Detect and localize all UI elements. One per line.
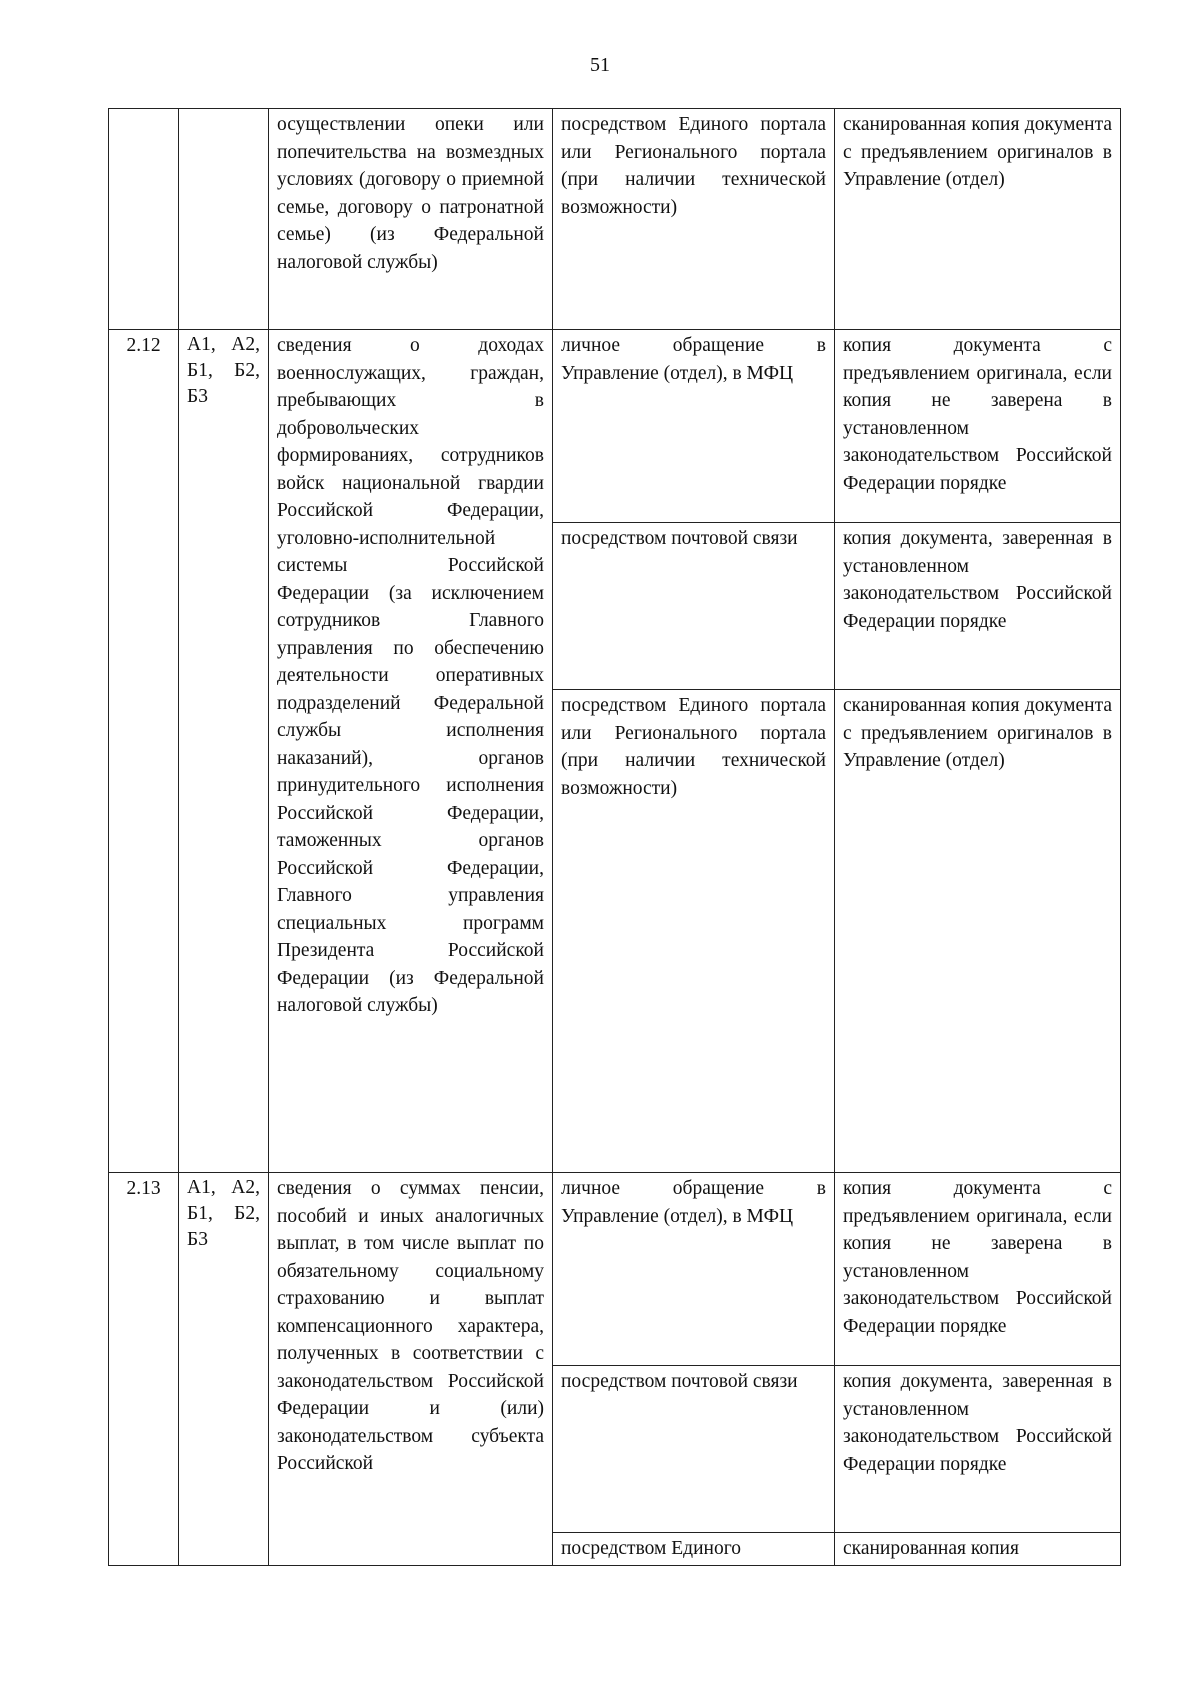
cell-form: сканированная копия документа с предъявлением оригиналов в Управление (отдел): [835, 690, 1121, 1173]
cell-number: 2.12: [109, 330, 179, 1173]
table-row-continuation: [109, 109, 1121, 330]
cell-method: посредством Единого портала или Регионального портала (при наличии технической возможности): [553, 690, 835, 1173]
cell-number: 2.13: [109, 1173, 179, 1566]
table-row-2-12: [109, 330, 1121, 523]
cell-groups: [179, 109, 269, 330]
document-table: [108, 108, 1121, 1566]
cell-info: осуществлении опеки или попечительства на возмездных условиях (договору о приемной семье, договору о патронатной семье) (из Федеральной налоговой службы): [269, 109, 553, 330]
cell-method: личное обращение в Управление (отдел), в МФЦ: [553, 1173, 835, 1366]
cell-groups: А1, А2, Б1, Б2, Б3: [179, 1173, 269, 1566]
cell-form: копия документа, заверенная в установленном законодательством Российской Федерации порядке: [835, 1366, 1121, 1533]
cell-number: [109, 109, 179, 330]
cell-groups: А1, А2, Б1, Б2, Б3: [179, 330, 269, 1173]
cell-form: копия документа с предъявлением оригинала, если копия не заверена в установленном законодательством Российской Федерации порядке: [835, 1173, 1121, 1366]
cell-form: копия документа с предъявлением оригинала, если копия не заверена в установленном законодательством Российской Федерации порядке: [835, 330, 1121, 523]
cell-info: сведения о доходах военнослужащих, граждан, пребывающих в добровольческих формированиях, сотрудников войск национальной гвардии Российской Федерации, уголовно-исполнительной системы Российской Федерации (за исключением сотрудников Главного управления по обеспечению деятельности оперативных подразделений Федеральной службы исполнения наказаний), органов принудительного исполнения Российской Федерации, таможенных органов Российской Федерации, Главного управления специальных программ Президента Российской Федерации (из Федеральной налоговой службы): [269, 330, 553, 1173]
cell-method: посредством Единого портала или Регионального портала (при наличии технической возможности): [553, 109, 835, 330]
cell-form: копия документа, заверенная в установленном законодательством Российской Федерации порядке: [835, 523, 1121, 690]
cell-method: посредством Единого: [553, 1533, 835, 1566]
cell-method: посредством почтовой связи: [553, 523, 835, 690]
cell-method: личное обращение в Управление (отдел), в МФЦ: [553, 330, 835, 523]
table-row-2-13: [109, 1173, 1121, 1366]
cell-form: сканированная копия: [835, 1533, 1121, 1566]
page-number: 51: [590, 54, 610, 76]
cell-form: сканированная копия документа с предъявлением оригиналов в Управление (отдел): [835, 109, 1121, 330]
cell-method: посредством почтовой связи: [553, 1366, 835, 1533]
cell-info: сведения о суммах пенсии, пособий и иных аналогичных выплат, в том числе выплат по обязательному социальному страхованию и выплат компенсационного характера, полученных в соответствии с законодательством Российской Федерации и (или) законодательством субъекта Российской: [269, 1173, 553, 1566]
